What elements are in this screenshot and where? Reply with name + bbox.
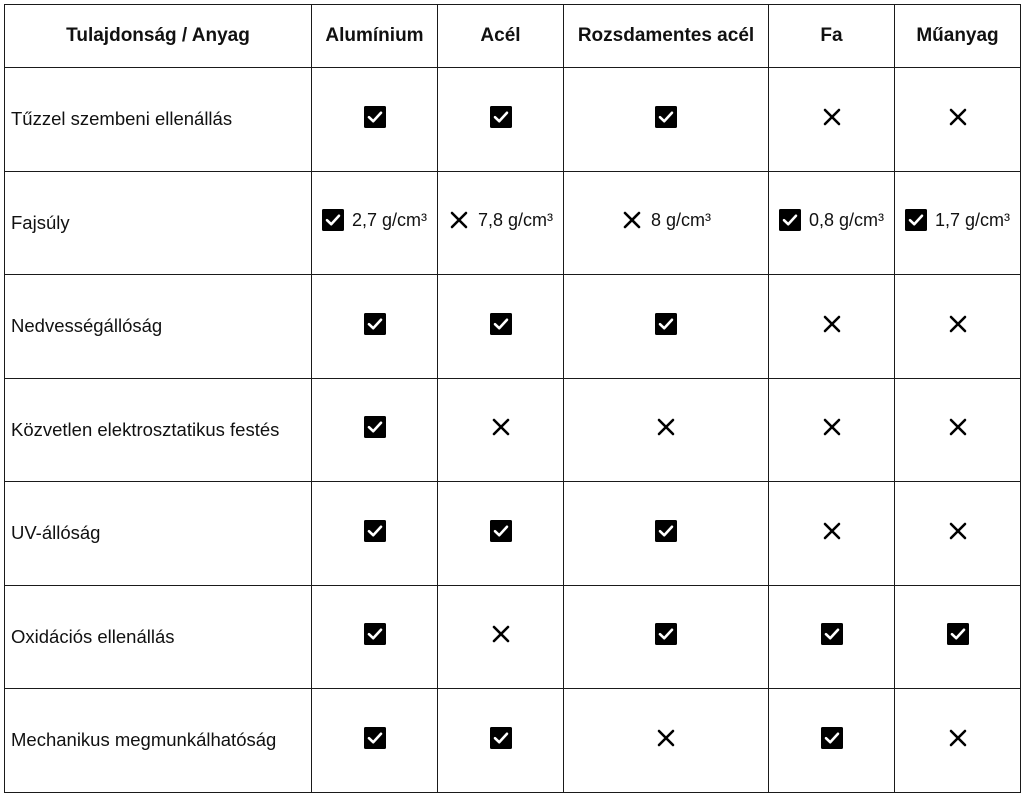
check-box-icon — [490, 727, 512, 749]
value-cell-content — [364, 520, 386, 542]
check-box-icon — [364, 106, 386, 128]
value-cell — [312, 275, 438, 379]
value-cell — [438, 275, 564, 379]
value-cell — [769, 275, 895, 379]
value-cell — [564, 275, 769, 379]
check-box-icon — [779, 209, 801, 231]
value-cell — [438, 689, 564, 793]
value-cell — [438, 68, 564, 172]
value-cell-content — [322, 209, 427, 231]
value-cell — [895, 171, 1021, 275]
check-box-icon — [905, 209, 927, 231]
table-row — [5, 378, 1021, 482]
header-property: Tulajdonság / Anyag — [5, 5, 312, 68]
value-text: 2,7 g/cm³ — [351, 209, 428, 230]
value-cell — [312, 68, 438, 172]
check-box-icon — [947, 623, 969, 645]
value-cell — [564, 171, 769, 275]
value-cell-content — [821, 106, 843, 128]
value-cell-content — [364, 416, 386, 438]
value-text: 1,7 g/cm³ — [934, 209, 1011, 230]
check-box-icon — [490, 313, 512, 335]
cross-icon — [821, 416, 843, 438]
value-cell-content — [655, 106, 677, 128]
check-box-icon — [490, 106, 512, 128]
value-cell — [312, 585, 438, 689]
table-row — [5, 275, 1021, 379]
value-cell — [769, 482, 895, 586]
value-cell-content — [364, 623, 386, 645]
value-cell — [312, 171, 438, 275]
cross-icon — [621, 209, 643, 231]
property-label: Oxidációs ellenállás — [5, 585, 312, 689]
cross-icon — [490, 623, 512, 645]
table-row — [5, 585, 1021, 689]
value-cell — [769, 378, 895, 482]
check-box-icon — [364, 313, 386, 335]
property-label: Mechanikus megmunkálhatóság — [5, 689, 312, 793]
property-label: Fajsúly — [5, 171, 312, 275]
check-box-icon — [490, 520, 512, 542]
value-cell-content — [947, 106, 969, 128]
cross-icon — [821, 313, 843, 335]
property-label: Tűzzel szembeni ellenállás — [5, 68, 312, 172]
value-cell-content — [821, 313, 843, 335]
value-cell-content — [655, 727, 677, 749]
value-cell-content — [364, 727, 386, 749]
value-cell — [769, 585, 895, 689]
header-plastic: Műanyag — [895, 5, 1021, 68]
value-cell — [895, 378, 1021, 482]
table-row — [5, 171, 1021, 275]
value-cell — [895, 689, 1021, 793]
value-cell — [895, 482, 1021, 586]
value-cell-content — [621, 209, 711, 231]
value-cell-content — [490, 727, 512, 749]
check-box-icon — [364, 520, 386, 542]
value-cell — [564, 482, 769, 586]
value-text: 0,8 g/cm³ — [808, 209, 885, 230]
property-label: UV-állóság — [5, 482, 312, 586]
header-wood: Fa — [769, 5, 895, 68]
check-box-icon — [364, 416, 386, 438]
value-cell-content — [364, 313, 386, 335]
cross-icon — [947, 313, 969, 335]
value-cell-content — [490, 416, 512, 438]
value-cell — [564, 378, 769, 482]
value-cell — [312, 482, 438, 586]
value-cell-content — [655, 416, 677, 438]
value-text: 7,8 g/cm³ — [477, 209, 554, 230]
value-cell — [564, 68, 769, 172]
cross-icon — [947, 520, 969, 542]
value-cell-content — [364, 106, 386, 128]
value-cell-content — [947, 520, 969, 542]
value-cell-content — [490, 623, 512, 645]
value-cell-content — [655, 520, 677, 542]
value-cell — [438, 482, 564, 586]
value-cell-content — [448, 209, 553, 231]
value-cell — [769, 171, 895, 275]
value-cell — [895, 68, 1021, 172]
cross-icon — [821, 106, 843, 128]
value-cell-content — [947, 313, 969, 335]
value-cell-content — [905, 209, 1010, 231]
header-stainless-steel: Rozsdamentes acél — [564, 5, 769, 68]
check-box-icon — [364, 623, 386, 645]
value-cell — [312, 689, 438, 793]
value-cell-content — [821, 623, 843, 645]
value-cell — [895, 275, 1021, 379]
table-row — [5, 482, 1021, 586]
check-box-icon — [364, 727, 386, 749]
property-label: Nedvességállóság — [5, 275, 312, 379]
cross-icon — [947, 416, 969, 438]
value-cell-content — [490, 106, 512, 128]
header-aluminium: Alumínium — [312, 5, 438, 68]
value-cell — [895, 585, 1021, 689]
check-box-icon — [655, 313, 677, 335]
check-box-icon — [655, 106, 677, 128]
table-body — [5, 68, 1021, 793]
check-box-icon — [821, 727, 843, 749]
value-cell — [438, 171, 564, 275]
value-cell-content — [821, 520, 843, 542]
value-cell — [564, 585, 769, 689]
value-cell — [312, 378, 438, 482]
cross-icon — [448, 209, 470, 231]
value-cell-content — [947, 727, 969, 749]
value-cell-content — [779, 209, 884, 231]
table-row — [5, 689, 1021, 793]
value-text: 8 g/cm³ — [650, 209, 711, 230]
header-steel: Acél — [438, 5, 564, 68]
header-row — [5, 5, 1021, 68]
value-cell — [438, 378, 564, 482]
value-cell — [438, 585, 564, 689]
value-cell-content — [490, 313, 512, 335]
property-label: Közvetlen elektrosztatikus festés — [5, 378, 312, 482]
value-cell-content — [821, 727, 843, 749]
check-box-icon — [322, 209, 344, 231]
value-cell-content — [821, 416, 843, 438]
value-cell — [769, 689, 895, 793]
value-cell — [769, 68, 895, 172]
cross-icon — [655, 416, 677, 438]
check-box-icon — [821, 623, 843, 645]
cross-icon — [490, 416, 512, 438]
check-box-icon — [655, 520, 677, 542]
comparison-table — [4, 4, 1021, 793]
value-cell — [564, 689, 769, 793]
cross-icon — [821, 520, 843, 542]
cross-icon — [947, 106, 969, 128]
cross-icon — [947, 727, 969, 749]
value-cell-content — [947, 416, 969, 438]
check-box-icon — [655, 623, 677, 645]
value-cell-content — [655, 623, 677, 645]
value-cell-content — [947, 623, 969, 645]
value-cell-content — [490, 520, 512, 542]
value-cell-content — [655, 313, 677, 335]
cross-icon — [655, 727, 677, 749]
table-row — [5, 68, 1021, 172]
